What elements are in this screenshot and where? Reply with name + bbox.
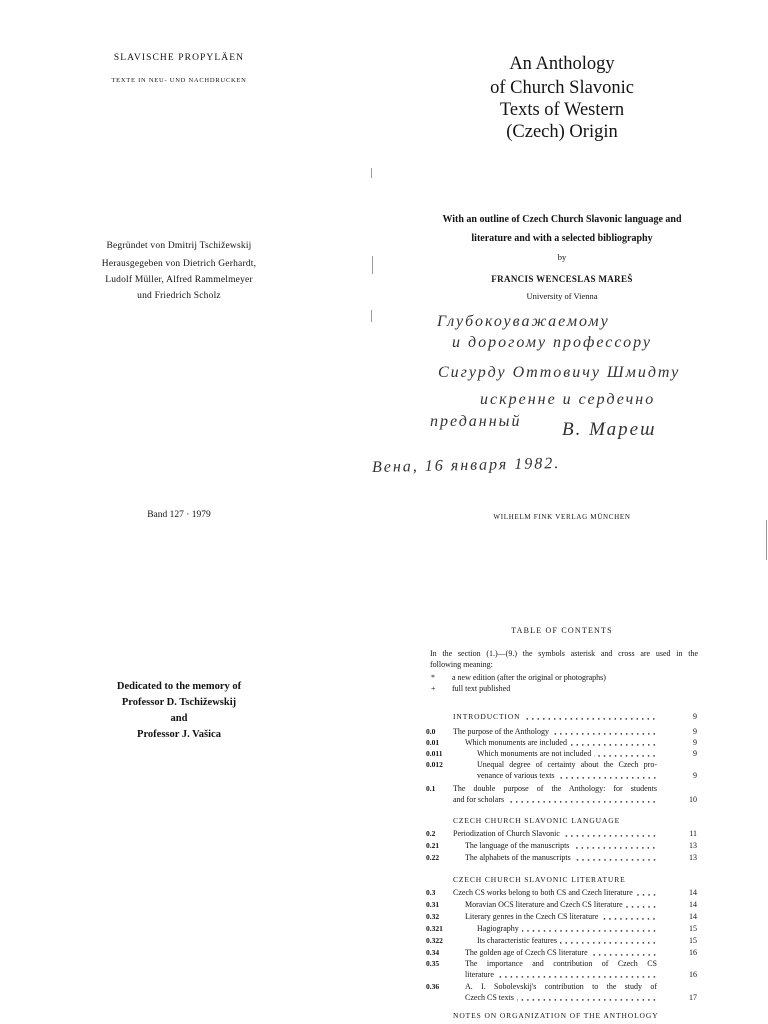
dot-leader xyxy=(497,969,657,980)
toc-page-number: 13 xyxy=(689,841,697,850)
toc-page-number: 16 xyxy=(689,970,697,979)
toc-entry-title: Hagiography xyxy=(477,924,519,933)
toc-page-number: 15 xyxy=(689,936,697,945)
toc-entry xyxy=(422,783,698,805)
dot-leader xyxy=(570,737,657,748)
toc-page-number: 17 xyxy=(689,993,697,1002)
toc-page-number: 9 xyxy=(693,712,697,721)
toc-entry-title: Which monuments are included xyxy=(465,738,567,747)
toc-note xyxy=(430,648,698,670)
dot-leader xyxy=(594,748,657,759)
toc-entry-title: The language of the manuscripts xyxy=(465,841,570,850)
toc-section xyxy=(422,1010,698,1021)
toc-section-heading: CZECH CHURCH SLAVONIC LANGUAGE xyxy=(453,816,621,825)
editor-line: Ludolf Müller, Alfred Rammelmeyer xyxy=(105,275,253,285)
handwritten-date: Вена, 16 января 1982. xyxy=(371,455,561,476)
toc-entry-title-cont: venance of various texts xyxy=(477,771,555,780)
toc-page-number: 9 xyxy=(693,727,697,736)
dot-leader xyxy=(523,711,657,722)
toc-page-number: 9 xyxy=(693,738,697,747)
toc-entry-title-cont: Czech CS texts xyxy=(465,993,514,1002)
toc-entry xyxy=(422,958,698,980)
editor-line: Herausgegeben von Dietrich Gerhardt, xyxy=(101,259,257,269)
series-title: SLAVISCHE PROPYLÄEN xyxy=(113,53,245,63)
inscription-line: и дорогому профессору xyxy=(452,334,652,351)
toc-entry xyxy=(422,726,698,737)
symbol-meaning: full text published xyxy=(452,684,511,693)
toc-entry-number: 0.22 xyxy=(426,853,440,862)
scan-mark xyxy=(766,520,767,560)
asterisk-symbol: * xyxy=(431,673,435,682)
publisher: WILHELM FINK VERLAG MÜNCHEN xyxy=(493,513,631,521)
toc-page-number: 14 xyxy=(689,900,697,909)
toc-entry-title-cont: literature xyxy=(465,970,494,979)
toc-entry-number: 0.321 xyxy=(426,924,443,933)
toc-entry xyxy=(422,923,698,934)
toc-entry-title: The golden age of Czech CS literature xyxy=(465,948,588,957)
toc-entry xyxy=(422,981,698,1003)
toc-entry-title: The importance and contribution of Czech CS xyxy=(465,959,657,968)
toc-entry-title: The alphabets of the manuscripts xyxy=(465,853,571,862)
toc-entry-number: 0.322 xyxy=(426,936,443,945)
dedication-line: and xyxy=(170,713,188,724)
title-line: of Church Slavonic xyxy=(490,78,634,98)
toc-entry xyxy=(422,911,698,922)
toc-entry-title: Unequal degree of certainty about the Czech pro- xyxy=(477,760,657,769)
dot-leader xyxy=(563,828,657,839)
toc-entry-number: 0.01 xyxy=(426,738,440,747)
toc-entry-number: 0.012 xyxy=(426,760,443,769)
cross-symbol: + xyxy=(431,684,436,693)
toc-entry xyxy=(422,947,698,958)
toc-entry xyxy=(422,759,698,781)
toc-entry-number: 0.1 xyxy=(426,784,436,793)
toc-page-number: 14 xyxy=(689,912,697,921)
scan-mark xyxy=(371,310,372,322)
handwritten-signature: В. Мареш xyxy=(562,419,657,440)
by-label: by xyxy=(557,252,567,262)
toc-entry xyxy=(422,748,698,759)
toc-entry xyxy=(422,828,698,839)
author-name: FRANCIS WENCESLAS MAREŠ xyxy=(491,274,633,284)
inscription-line: искренне и сердечно xyxy=(480,391,656,408)
scan-mark xyxy=(372,256,373,274)
editor-line: Begründet von Dmitrij Tschižewskij xyxy=(106,241,252,251)
toc-entry-title: Periodization of Church Slavonic xyxy=(453,829,560,838)
subtitle-line: With an outline of Czech Church Slavonic language and xyxy=(442,214,682,225)
toc-entry-title: A. I. Sobolevskij's contribution to the study of xyxy=(465,982,657,991)
dot-leader xyxy=(601,911,657,922)
toc-page-number: 9 xyxy=(693,771,697,780)
toc-entry xyxy=(422,899,698,910)
toc-entry-number: 0.011 xyxy=(426,749,443,758)
toc-entry xyxy=(422,852,698,863)
toc-entry-number: 0.32 xyxy=(426,912,440,921)
toc-entry-title: Literary genres in the Czech CS literature xyxy=(465,912,599,921)
toc-entry xyxy=(422,935,698,946)
toc-entry xyxy=(422,737,698,748)
toc-entry-title: Its characteristic features xyxy=(477,936,557,945)
dedication-line: Professor J. Vašica xyxy=(137,729,221,740)
scan-mark xyxy=(371,168,372,178)
dot-leader xyxy=(574,852,657,863)
editor-line: und Friedrich Scholz xyxy=(137,291,221,301)
toc-page-number: 13 xyxy=(689,853,697,862)
toc-page-number: 15 xyxy=(689,924,697,933)
toc-section xyxy=(422,874,698,885)
volume-info: Band 127 · 1979 xyxy=(147,510,211,520)
dot-leader xyxy=(636,887,657,898)
toc-entry-number: 0.36 xyxy=(426,982,440,991)
dot-leader xyxy=(626,899,657,910)
dot-leader xyxy=(552,726,657,737)
dedication-line: Dedicated to the memory of xyxy=(116,681,242,692)
toc-entry-title: Czech CS works belong to both CS and Czech literature xyxy=(453,888,633,897)
toc-page-number: 16 xyxy=(689,948,697,957)
dot-leader xyxy=(560,935,657,946)
symbol-meaning: a new edition (after the original or photographs) xyxy=(452,673,606,682)
dot-leader xyxy=(591,947,657,958)
toc-entry xyxy=(422,840,698,851)
subtitle-line: literature and with a selected bibliography xyxy=(471,233,653,244)
toc-section xyxy=(422,815,698,826)
toc-note-line: In the section (1.)—(9.) the symbols asterisk and cross are used in the xyxy=(430,649,698,658)
toc-entry-number: 0.3 xyxy=(426,888,436,897)
toc-entry-number: 0.0 xyxy=(426,727,436,736)
toc-note-line: following meaning: xyxy=(430,660,493,669)
inscription-line: Сигурду Оттовичу Шмидту xyxy=(438,364,681,381)
toc-section-heading: INTRODUCTION xyxy=(453,712,521,721)
toc-entry-title-cont: and for scholars xyxy=(453,795,505,804)
inscription-line: Глубокоуважаемому xyxy=(437,313,610,330)
toc-entry-number: 0.35 xyxy=(426,959,440,968)
title-line: (Czech) Origin xyxy=(506,122,618,142)
dot-leader xyxy=(507,794,657,805)
dot-leader xyxy=(558,770,657,781)
toc-entry-title: Which monuments are not included xyxy=(477,749,592,758)
toc-page-number: 14 xyxy=(689,888,697,897)
toc-section-heading: NOTES ON ORGANIZATION OF THE ANTHOLOGY xyxy=(453,1011,659,1020)
dedication-line: Professor D. Tschižewskij xyxy=(121,697,237,708)
toc-entry-number: 0.2 xyxy=(426,829,436,838)
dot-leader xyxy=(517,992,657,1003)
title-line: Texts of Western xyxy=(499,100,625,120)
toc-page-number: 9 xyxy=(693,749,697,758)
toc-section xyxy=(422,711,698,722)
dot-leader xyxy=(572,840,657,851)
toc-page-number: 10 xyxy=(689,795,697,804)
inscription-line: преданный xyxy=(430,413,522,430)
toc-page-number: 11 xyxy=(689,829,697,838)
toc-section-heading: CZECH CHURCH SLAVONIC LITERATURE xyxy=(453,875,626,884)
series-subtitle: TEXTE IN NEU- UND NACHDRUCKEN xyxy=(111,77,247,84)
toc-entry-title: The double purpose of the Anthology: for students xyxy=(453,784,657,793)
title-line: An Anthology xyxy=(509,54,615,74)
toc-heading: TABLE OF CONTENTS xyxy=(511,626,613,635)
author-affiliation: University of Vienna xyxy=(526,291,598,301)
toc-entry-number: 0.31 xyxy=(426,900,440,909)
dot-leader xyxy=(522,923,657,934)
toc-entry-number: 0.34 xyxy=(426,948,440,957)
toc-entry-title: Moravian OCS literature and Czech CS literature xyxy=(465,900,623,909)
toc-entry-number: 0.21 xyxy=(426,841,440,850)
toc-entry-title: The purpose of the Anthology xyxy=(453,727,549,736)
toc-entry xyxy=(422,887,698,898)
